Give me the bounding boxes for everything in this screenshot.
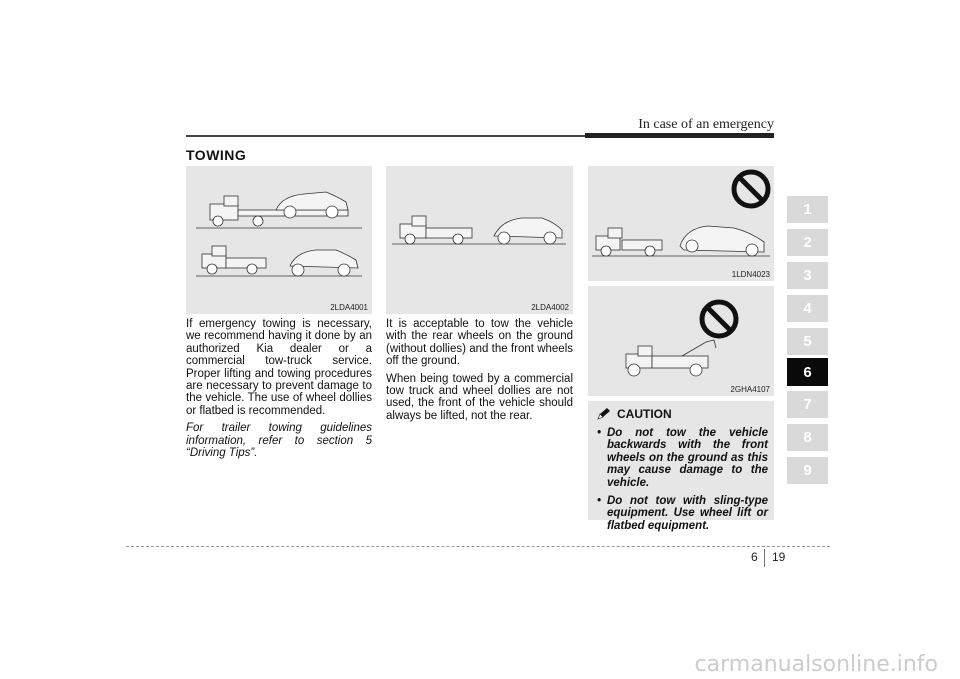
caution-item: • Do not tow the vehicle backwards with the front wheels on the ground as this may cause damage to the vehicle. xyxy=(597,427,768,489)
caution-list xyxy=(597,427,768,532)
commercial-towing-paragraph: When being towed by a commercial tow truck and wheel dollies are not used, the front of the vehicle should always be lifted, not the rear. xyxy=(386,372,573,422)
chapter-tab-5[interactable]: 5 xyxy=(787,328,828,355)
figure-wheel-lift xyxy=(386,166,573,314)
towing-intro-paragraph: If emergency towing is necessary, we recommend having it done by an authorized Kia dealer or a commercial tow-truck service. Proper lifting and towing procedures are necessary to prevent damage to the vehicle. The use of wheel dollies or flatbed is recommended. xyxy=(186,318,372,417)
page-number-separator xyxy=(764,549,765,567)
column-1-text xyxy=(186,318,372,464)
chapter-tab-2[interactable]: 2 xyxy=(787,229,828,256)
caution-box xyxy=(588,401,774,532)
chapter-tab-1[interactable]: 1 xyxy=(787,196,828,223)
figure-code: 2LDA4001 xyxy=(330,303,368,312)
page-number: 19 xyxy=(772,550,786,564)
caution-title: CAUTION xyxy=(617,407,672,421)
page-title: TOWING xyxy=(186,147,247,163)
chapter-number: 6 xyxy=(751,550,758,564)
prohibited-icon xyxy=(702,302,736,336)
towing-illustration-2 xyxy=(386,166,573,314)
figure-code: 2GHA4107 xyxy=(730,385,770,394)
header-rule-accent xyxy=(585,133,774,138)
caution-item: • Do not tow with sling-type equipment. Use wheel lift or flatbed equipment. xyxy=(597,495,768,532)
footer-divider xyxy=(126,546,830,547)
figure-code: 2LDA4002 xyxy=(531,303,569,312)
pencil-icon xyxy=(597,408,611,420)
caution-header xyxy=(597,407,768,421)
figure-code: 1LDN4023 xyxy=(731,270,770,279)
running-header: In case of an emergency xyxy=(638,117,774,132)
chapter-tab-9[interactable]: 9 xyxy=(787,457,828,484)
prohibited-icon xyxy=(734,172,768,206)
figure-flatbed-and-dolly xyxy=(186,166,372,314)
figure-incorrect-towing-1 xyxy=(588,166,774,281)
chapter-tab-8[interactable]: 8 xyxy=(787,424,828,451)
column-2-text xyxy=(386,318,573,427)
watermark: carmanualsonline.info xyxy=(694,652,938,677)
trailer-towing-note: For trailer towing guidelines information, refer to section 5 “Driving Tips”. xyxy=(186,422,372,460)
rear-wheels-paragraph: It is acceptable to tow the vehicle with the rear wheels on the ground (without dollies) and the front wheels off the ground. xyxy=(386,318,573,368)
chapter-tab-7[interactable]: 7 xyxy=(787,391,828,418)
chapter-tab-4[interactable]: 4 xyxy=(787,295,828,322)
towing-illustration-3 xyxy=(588,166,774,281)
chapter-tab-6[interactable]: 6 xyxy=(787,358,828,386)
figure-incorrect-towing-2 xyxy=(588,286,774,396)
towing-illustration-1 xyxy=(186,166,372,314)
chapter-tab-3[interactable]: 3 xyxy=(787,262,828,289)
towing-illustration-4 xyxy=(588,286,774,396)
